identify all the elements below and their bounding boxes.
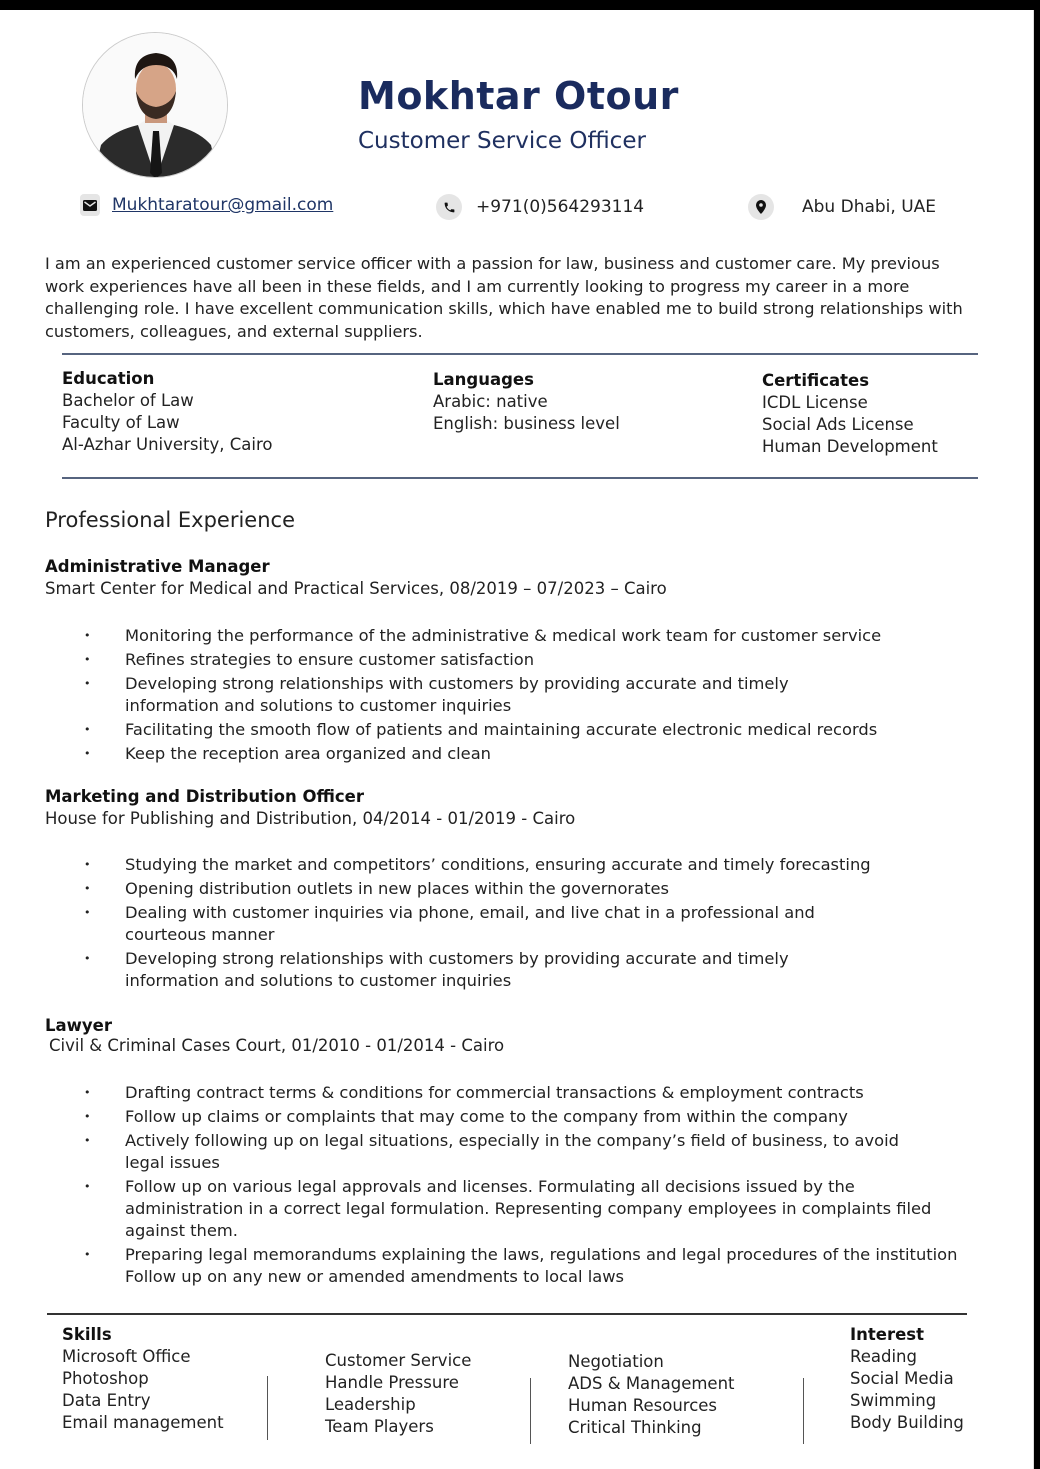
job-bullets: [84, 1082, 984, 1290]
job-employer: Civil & Criminal Cases Court, 01/2010 - 01/2014 - Cairo: [49, 1036, 505, 1055]
bullet-item: • Preparing legal memorandums explaining the laws, regulations and legal procedures of the institution Follow up on any new or amended amendments to local laws: [84, 1244, 984, 1288]
job-employer: House for Publishing and Distribution, 04/2014 - 01/2019 - Cairo: [45, 809, 576, 828]
divider-skills: [47, 1313, 967, 1315]
education-item: Bachelor of Law: [62, 391, 194, 410]
skill-item: Negotiation: [568, 1352, 664, 1371]
skills-column-3: [568, 1351, 735, 1439]
email-link[interactable]: Mukhtaratour@gmail.com: [112, 195, 334, 215]
bullet-item: • Studying the market and competitors’ conditions, ensuring accurate and timely forecasting: [84, 854, 984, 876]
skill-item: Data Entry: [62, 1391, 151, 1410]
skill-item: Human Resources: [568, 1396, 718, 1415]
skills-column-2: [325, 1350, 471, 1438]
bullet-item: • Opening distribution outlets in new places within the governorates: [84, 878, 984, 900]
column-divider: [267, 1376, 268, 1440]
location-pin-icon: [748, 194, 774, 220]
skill-item: Leadership: [325, 1395, 416, 1414]
skill-item: Photoshop: [62, 1369, 149, 1388]
candidate-title: Customer Service Officer: [358, 128, 646, 154]
interest-item: Body Building: [850, 1413, 964, 1432]
column-divider: [530, 1378, 531, 1444]
interest-column: [850, 1324, 964, 1434]
skills-heading: Skills: [62, 1325, 112, 1344]
certificate-item: Human Development: [762, 437, 938, 456]
certificate-item: Social Ads License: [762, 415, 914, 434]
languages-heading: Languages: [433, 370, 534, 389]
contact-phone: [436, 194, 644, 220]
candidate-name: Mokhtar Otour: [358, 74, 679, 118]
interest-item: Reading: [850, 1347, 917, 1366]
job-employer: Smart Center for Medical and Practical Services, 08/2019 – 07/2023 – Cairo: [45, 579, 667, 598]
bullet-item: • Follow up on various legal approvals and licenses. Formulating all decisions issued by the administration in a correct legal formulation. Representing company employees in complaints filed against them.: [84, 1176, 984, 1242]
bullet-item: • Monitoring the performance of the administrative & medical work team for customer service: [84, 625, 984, 647]
contact-email: [80, 194, 333, 216]
skill-item: Email management: [62, 1413, 224, 1432]
envelope-icon: [80, 194, 100, 216]
certificates-block: [762, 370, 938, 458]
bullet-item: • Developing strong relationships with customers by providing accurate and timely information and solutions to customer inquiries: [84, 673, 984, 717]
phone-number: +971(0)564293114: [476, 197, 645, 217]
bullet-item: • Follow up claims or complaints that may come to the company from within the company: [84, 1106, 984, 1128]
education-item: Al-Azhar University, Cairo: [62, 435, 273, 454]
certificates-heading: Certificates: [762, 371, 870, 390]
column-divider: [803, 1378, 804, 1444]
bullet-item: • Developing strong relationships with customers by providing accurate and timely information and solutions to customer inquiries: [84, 948, 984, 992]
skill-item: Handle Pressure: [325, 1373, 459, 1392]
job-title: Lawyer: [45, 1016, 112, 1035]
job-bullets: [84, 854, 984, 994]
languages-block: [433, 369, 620, 435]
job-title: Marketing and Distribution Officer: [45, 787, 365, 806]
resume-page: [0, 10, 1034, 1469]
interest-item: Swimming: [850, 1391, 937, 1410]
certificate-item: ICDL License: [762, 393, 868, 412]
bullet-item: • Refines strategies to ensure customer satisfaction: [84, 649, 984, 671]
job-title: Administrative Manager: [45, 557, 270, 576]
profile-photo: [82, 32, 228, 178]
education-item: Faculty of Law: [62, 413, 180, 432]
location-text: Abu Dhabi, UAE: [802, 197, 937, 217]
language-item: Arabic: native: [433, 392, 548, 411]
skill-item: Team Players: [325, 1417, 434, 1436]
skill-item: Customer Service: [325, 1351, 472, 1370]
education-heading: Education: [62, 369, 155, 388]
interest-heading: Interest: [850, 1325, 925, 1344]
education-block: [62, 368, 272, 456]
skill-item: Critical Thinking: [568, 1418, 702, 1437]
experience-heading: Professional Experience: [45, 508, 295, 532]
bullet-item: • Drafting contract terms & conditions for commercial transactions & employment contracts: [84, 1082, 984, 1104]
person-portrait-icon: [83, 33, 228, 178]
language-item: English: business level: [433, 414, 620, 433]
contact-location: [748, 194, 936, 220]
divider-top: [62, 353, 978, 355]
bullet-item: • Actively following up on legal situations, especially in the company’s field of business, to avoid legal issues: [84, 1130, 984, 1174]
bullet-item: • Dealing with customer inquiries via phone, email, and live chat in a professional and courteous manner: [84, 902, 984, 946]
skills-column-1: [62, 1324, 224, 1434]
bullet-item: • Keep the reception area organized and clean: [84, 743, 984, 765]
phone-icon: [436, 194, 462, 220]
job-bullets: [84, 625, 984, 767]
interest-item: Social Media: [850, 1369, 954, 1388]
skill-item: ADS & Management: [568, 1374, 735, 1393]
divider-bottom: [62, 477, 978, 479]
skill-item: Microsoft Office: [62, 1347, 191, 1366]
bullet-item: • Facilitating the smooth flow of patients and maintaining accurate electronic medical records: [84, 719, 984, 741]
profile-summary: I am an experienced customer service officer with a passion for law, business and customer care. My previous work experiences have all been in these fields, and I am currently looking to progress my career in a more challenging role. I have excellent communication skills, which have enabled me to build strong relationships with customers, colleagues, and external suppliers.: [45, 254, 963, 341]
